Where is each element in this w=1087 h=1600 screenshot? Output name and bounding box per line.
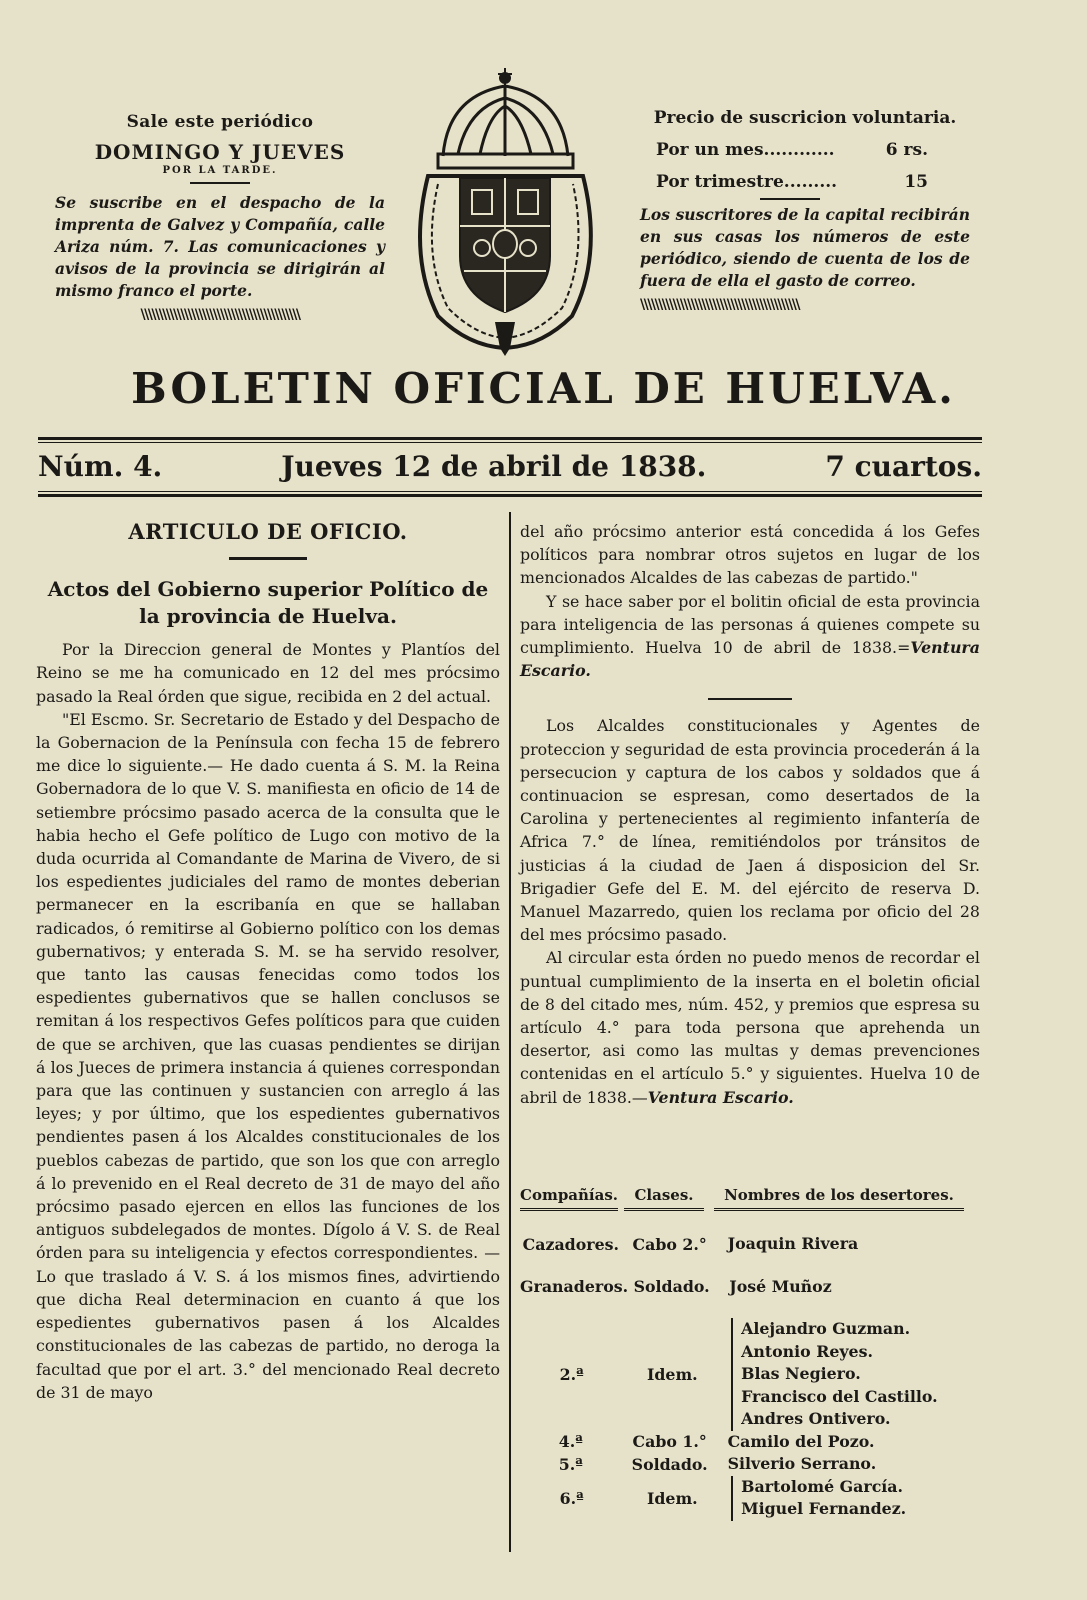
subscription-price-title: Precio de suscricion voluntaria. [653,108,957,128]
signature: Ventura Escario. [520,638,980,681]
right-column [520,520,980,1109]
table-row [520,1453,980,1476]
name-cell: José Muñoz [729,1276,832,1296]
column-header: Clases. [624,1186,704,1211]
table-row [520,1476,980,1521]
names-group [731,1476,980,1521]
company-cell: Cazadores. [522,1234,620,1254]
masthead-left [55,112,385,323]
paragraph: del año prócsimo anterior está concedida á los Gefes políticos para nombrar otros sujetos en lugar de los mencionados Alcaldes de las cabezas de partido." [520,522,980,588]
paragraph-text: Al circular esta órden no puedo menos de recordar el puntual cumplimiento de la inserta en el boletin oficial de 8 del citado mes, núm. 452, y premios que espresa su artículo 4.° para toda persona que aprehenda un desertor, asi como las multas y demas prevenciones contenidas en el artículo 5.° y siguientes. Huelva 10 de abril de 1838.— [520,948,980,1107]
divider [229,557,307,560]
table-header [520,1186,980,1211]
divider [708,698,792,700]
ornament-rule-left: \\\\\\\\\\\\\\\\\\\\\\\\\\\\\\\\\\\\\\\\\\\\ [140,307,300,323]
table-row [520,1318,980,1431]
left-column [36,520,500,1404]
company-cell: 6.ª [559,1488,584,1508]
newspaper-title: BOLETIN OFICIAL DE HUELVA. [131,364,956,413]
rank-cell: Soldado. [633,1277,710,1297]
paragraph-text: Y se hace saber por el bolitin oficial de esta provincia para inteligencia de las personas á quienes compete su cumplimiento. Huelva 10 de abril de 1838.= [520,591,980,658]
table-row [520,1276,980,1299]
issue-date: Jueves 12 de abril de 1838. [281,450,707,483]
issue-price: 7 cuartos. [825,450,982,483]
publication-time: POR LA TARDE. [162,165,278,176]
paragraph: Por la Direccion general de Montes y Plantíos del Reino se me ha comunicado en 12 del mes prócsimo pasado la Real órden que sigue, recibida en 2 del actual. [36,640,500,706]
name-cell: Antonio Reyes. [741,1341,873,1361]
price-monthly [640,140,970,160]
header-rule-bottom [38,494,982,497]
divider [760,198,820,200]
rank-cell: Idem. [646,1488,698,1508]
name-cell: Silverio Serrano. [727,1454,877,1473]
company-cell: 2.ª [559,1364,584,1384]
rank-cell: Cabo 1.° [632,1432,707,1452]
name-cell: Andres Ontivero. [741,1409,891,1428]
ornament-rule-right: \\\\\\\\\\\\\\\\\\\\\\\\\\\\\\\\\\\\\\\\\\\\ [640,297,799,313]
price-monthly-value: 6 rs. [885,140,928,160]
article-heading: Actos del Gobierno superior Político de la provincia de Huelva. [47,577,489,629]
subscription-info: Se suscribe en el despacho de la imprenta de Galvez y Compañía, calle Ariza núm. 7. Las comunicaciones y avisos de la provincia se dirigirán al mismo franco el porte. [55,193,385,300]
paragraph: "El Escmo. Sr. Secretario de Estado y del Despacho de la Gobernacion de la Península con fecha 15 de febrero me dice lo siguiente.— He dado cuenta á S. M. la Reina Gobernadora de lo que V. S. manifiesta en oficio de 14 de setiembre prócsimo pasado acerca de la consulta que le habia hecho el Gefe político de Lugo con motivo de la duda ocurrida al Comandante de Marina de Vivero, de si los espedientes judiciales del ramo de montes deberian permanecer en la escribanía en que se hallaban radicados, ó remitirse al Gobierno político con los demas gubernativos; y enterada S. M. se ha servido resolver, que tanto las causas fenecidas como todos los espedientes gubernativos que se hallen conclusos se remitan á los respectivos Gefes políticos para que cuiden de que se archiven, que las cuasas pendientes se dirijan á los Jueces de primera instancia á quienes correspondan para que las continuen y sustancien con arreglo á las leyes; y por último, que los espedientes gubernativos pendientes pasen á los Alcaldes constitucionales de los pueblos cabezas de partido, que son los que con arreglo á lo prevenido en el Real decreto de 31 de mayo del año prócsimo pasado ejercen en ellos las funciones de los antiguos subdelegados de montes. Dígolo á V. S. de Real órden para su inteligencia y efectos correspondientes. —Lo que traslado á V. S. á los mismos fines, advirtiendo que dicha Real determinacion en cuanto á que los espedientes gubernativos pasen á los Alcaldes constitucionales de las cabezas de partido, no deroga la facultad que por el art. 3.° del mencionado Real decreto de 31 de mayo [36,709,500,1402]
table-row [520,1431,980,1454]
table-row [520,1233,980,1256]
name-cell: Blas Negiero. [741,1364,861,1383]
name-cell: Joaquin Rivera [727,1234,859,1253]
publication-days-intro: Sale este periódico [126,112,314,132]
price-quarterly [640,172,970,192]
column-header: Nombres de los desertores. [714,1186,964,1211]
paragraph [520,946,980,1108]
header-rule-top [38,437,982,440]
name-cell: Francisco del Castillo. [741,1386,938,1406]
price-quarterly-value: 15 [904,172,928,192]
company-cell: Granaderos. [520,1277,629,1297]
header-rule-bottom-thin [38,491,982,492]
divider [190,182,250,184]
masthead-right [640,108,970,313]
name-cell: Camilo del Pozo. [727,1431,875,1451]
paragraph: Los Alcaldes constitucionales y Agentes de proteccion y seguridad de esta provincia procederán á la persecucion y captura de los cabos y soldados que á continuacion se espresan, como desertados de la Carolina y pertenecientes al regimiento infantería de Africa 7.° de línea, remitiéndolos por tránsitos de justicias á la ciudad de Jaen á disposicion del Sr. Brigadier Gefe del E. M. del ejército de reserva D. Manuel Mazarredo, quien los reclama por oficio del 28 del mes prócsimo pasado. [520,716,980,945]
publication-days: DOMINGO Y JUEVES [94,140,346,164]
header-rule-top-thin [38,442,982,443]
company-cell: 4.ª [558,1432,583,1452]
names-group [731,1318,980,1431]
name-cell: Bartolomé García. [741,1476,904,1496]
deserters-table [520,1186,980,1521]
rank-cell: Cabo 2.° [632,1234,707,1254]
issue-number: Núm. 4. [38,450,163,483]
name-cell: Alejandro Guzman. [741,1319,911,1338]
column-header: Compañías. [520,1186,618,1211]
signature: Ventura Escario. [647,1087,794,1107]
column-divider [509,512,511,1552]
company-cell: 5.ª [558,1454,583,1474]
paragraph [520,590,980,683]
price-monthly-label: Por un mes............ [656,140,835,160]
issue-line [38,450,982,483]
rank-cell: Idem. [646,1364,698,1384]
name-cell: Miguel Fernandez. [741,1499,907,1518]
royal-coat-of-arms-icon [398,66,613,356]
rank-cell: Soldado. [631,1454,708,1474]
section-heading: ARTICULO DE OFICIO. [128,519,408,544]
subscriber-note: Los suscritores de la capital recibirán en sus casas los números de este periódico, siendo de cuenta de los de fuera de ella el gasto de correo. [640,205,970,290]
price-quarterly-label: Por trimestre......... [656,172,838,192]
